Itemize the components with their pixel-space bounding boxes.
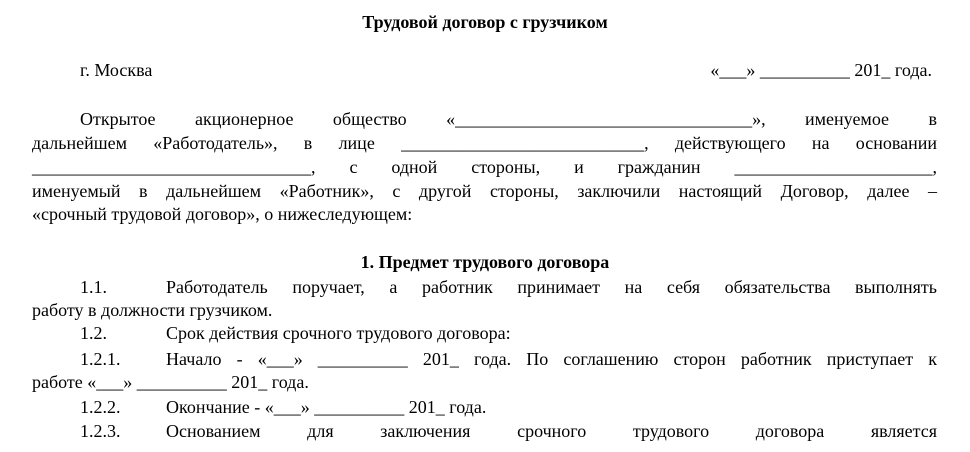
intro-paragraph-line: именуемый в дальнейшем «Работник», с другой стороны, заключили настоящий Договор, далее – (32, 181, 937, 201)
intro-paragraph-line: _______________________________, с одной стороны, и гражданин ______________________, (32, 157, 937, 177)
clause-text: Основанием для заключения срочного трудового договора является (166, 421, 937, 441)
clause-number: 1.2.2. (80, 397, 121, 417)
document-title: Трудовой договор с грузчиком (362, 12, 608, 32)
clause-number: 1.2. (80, 323, 107, 343)
intro-paragraph-line: дальнейшем «Работодатель», в лице ___________________________, действующего на основании (32, 133, 937, 153)
contract-date: «___» __________ 201_ года. (710, 60, 932, 80)
clause-number: 1.2.3. (80, 421, 121, 441)
clause-text: Начало - «___» __________ 201_ года. По соглашению сторон работник приступает к (166, 349, 937, 369)
clause-text: работу в должности грузчиком. (32, 300, 273, 320)
intro-paragraph-line: Открытое акционерное общество «_________________________________», именуемое в (80, 109, 937, 129)
clause-text: Работодатель поручает, а работник принимает на себя обязательства выполнять (166, 277, 937, 297)
clause-text: Окончание - «___» __________ 201_ года. (166, 397, 487, 417)
clause-number: 1.2.1. (80, 349, 121, 369)
intro-paragraph-line: «срочный трудовой договор», о нижеследующем: (32, 204, 413, 224)
city-label: г. Москва (80, 60, 153, 80)
clause-text: работе «___» __________ 201_ года. (32, 372, 309, 392)
section-heading: 1. Предмет трудового договора (360, 252, 610, 272)
clause-number: 1.1. (80, 277, 107, 297)
clause-text: Срок действия срочного трудового договора: (166, 323, 511, 343)
